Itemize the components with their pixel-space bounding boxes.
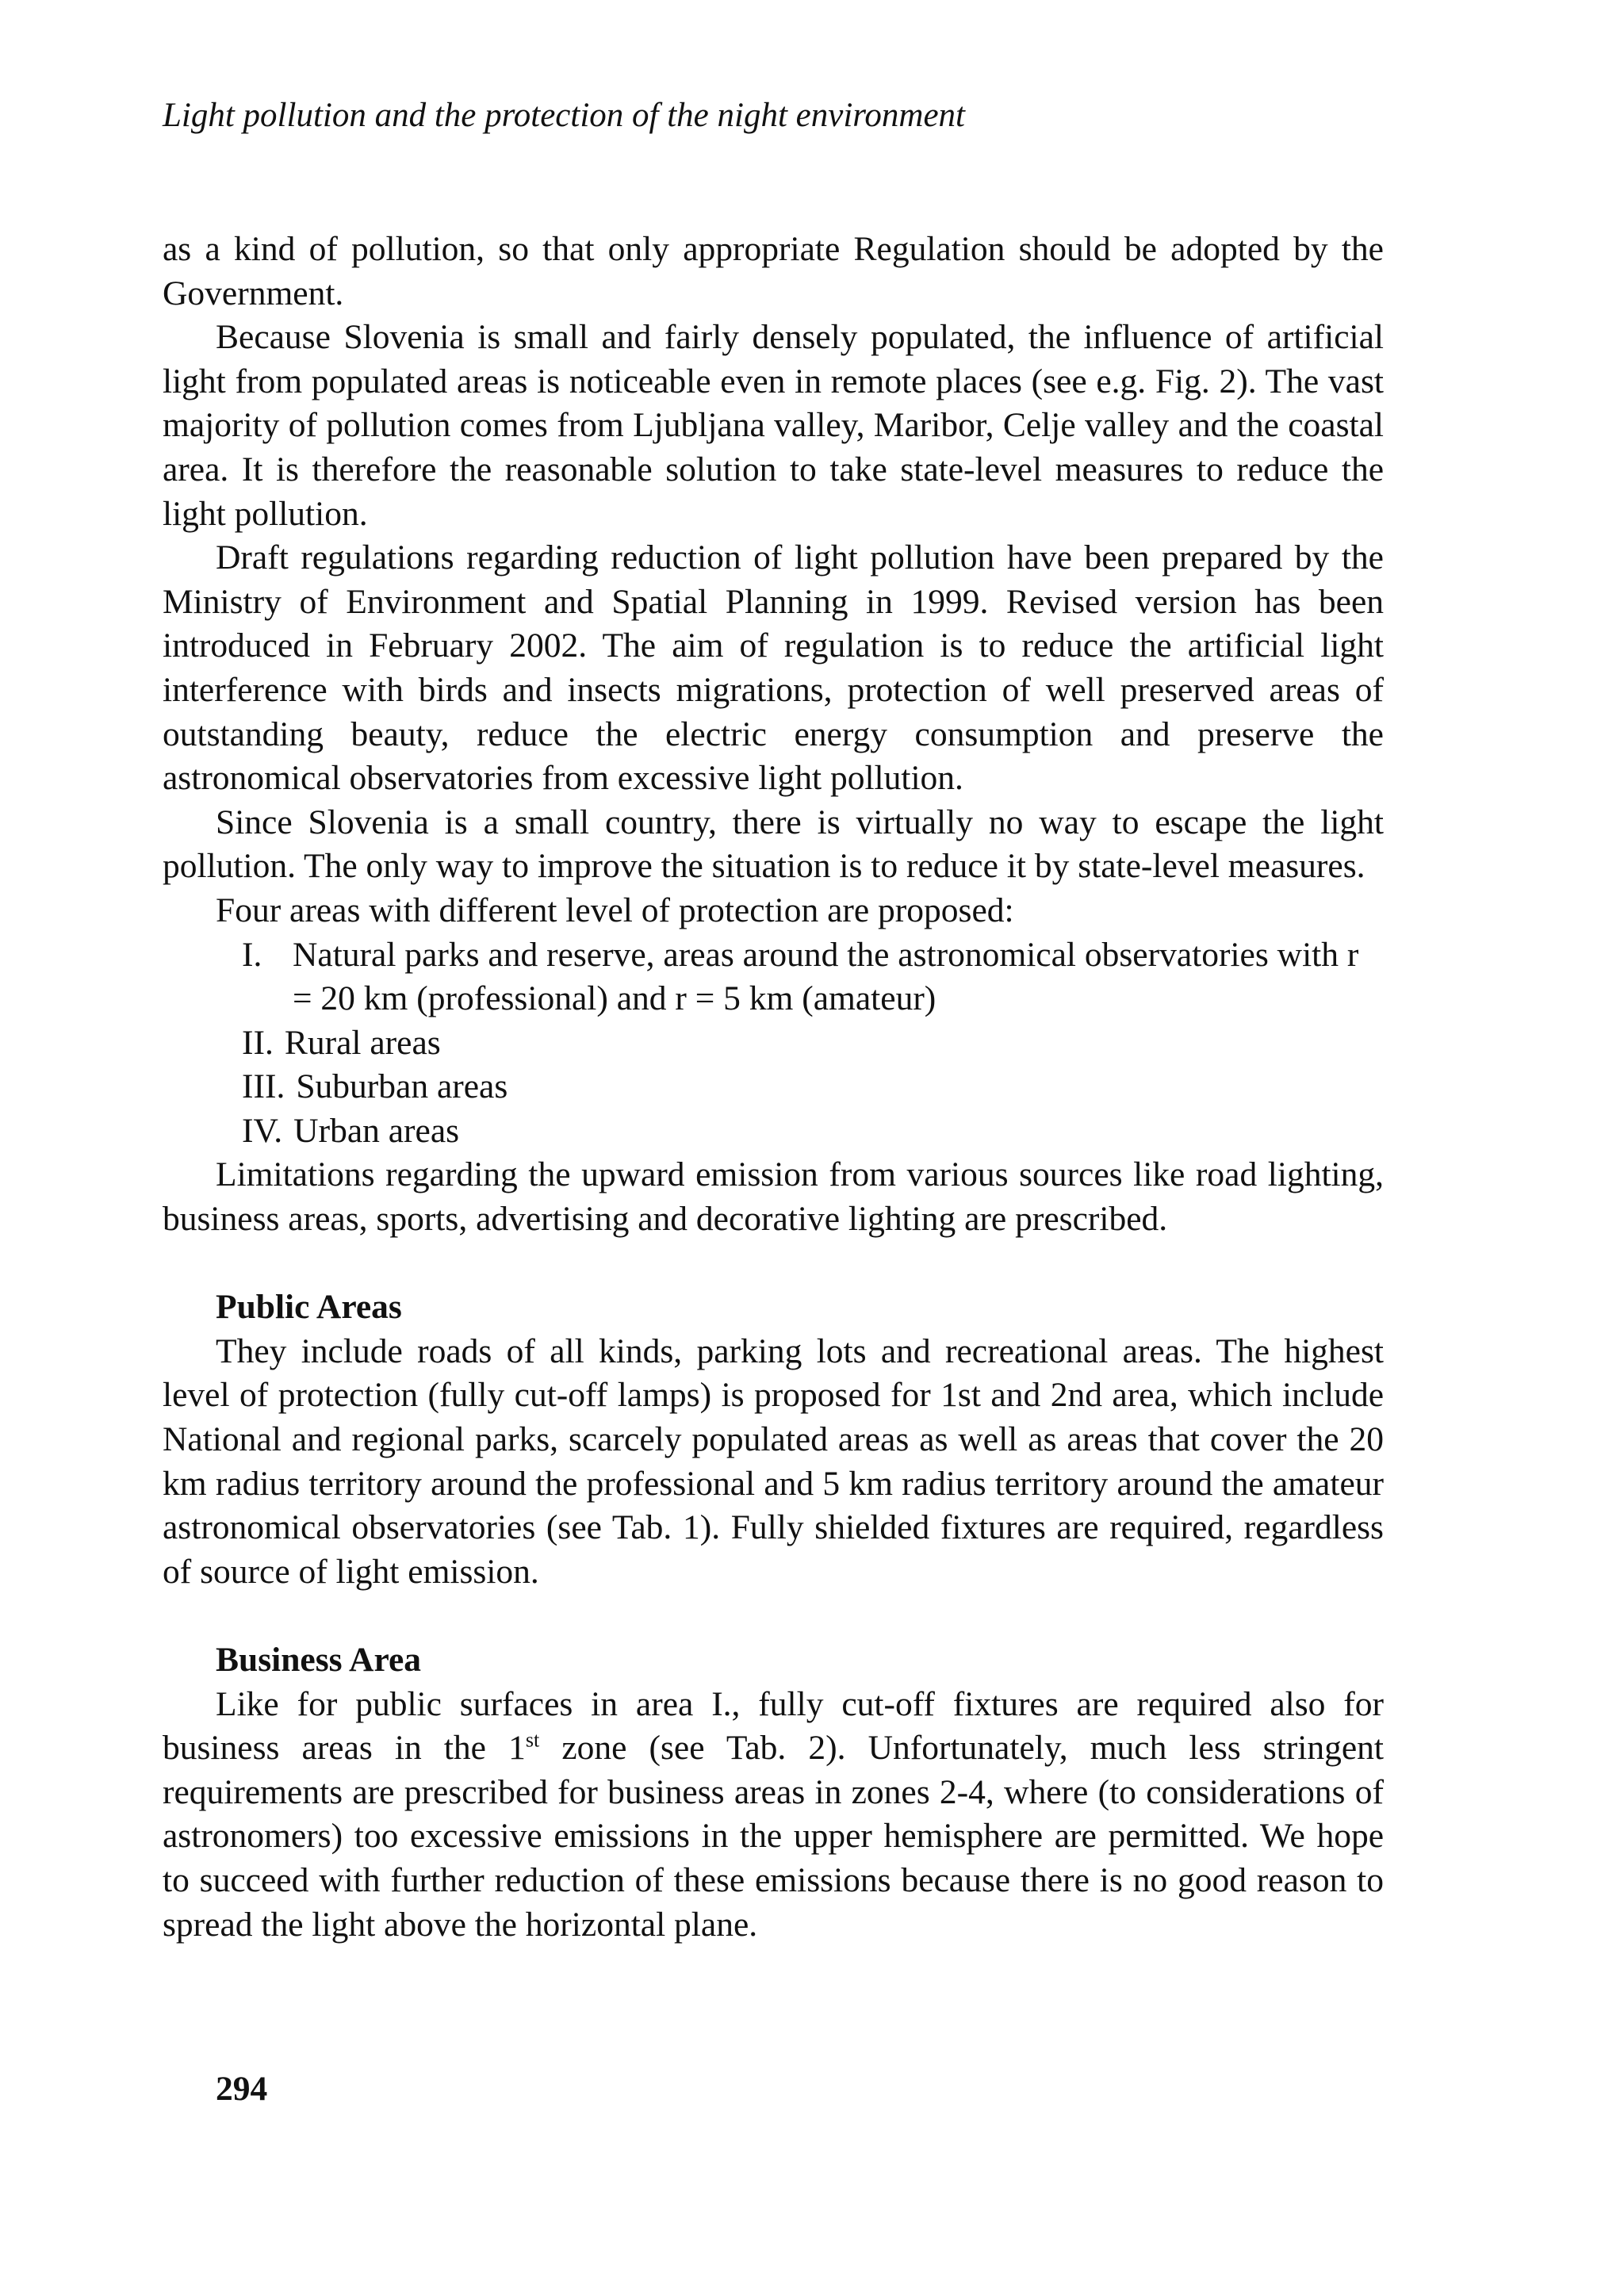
list-item-text: Suburban areas <box>296 1067 508 1106</box>
paragraph-small-country: Since Slovenia is a small country, there is virtually no way to escape the light pollution. The only way to improve the situation is to reduce it by state-level measures. <box>163 803 1384 886</box>
ordinal-superscript: st <box>525 1728 540 1752</box>
list-item-text: Natural parks and reserve, areas around the astronomical observatories with r = 20 km (professional) and r = 5 km (amateur) <box>293 935 1359 1018</box>
section-heading-public-areas: Public Areas <box>216 1288 402 1327</box>
list-item-marker: III. <box>242 1067 285 1106</box>
list-item-marker: II. <box>242 1023 274 1062</box>
business-text-end: zone (see Tab. 2). Unfortunately, much less stringent requirements are prescribed for business areas in zones 2-4, where (to considerations of astronomers) too excessive emissions in the upper hemisphere are permitted. We hope to succeed with further reduction of these emissions because there is no good reason to spread the light above the horizontal plane. <box>163 1729 1384 1944</box>
paragraph-four-areas: Four areas with different level of protection are proposed: <box>216 891 1014 929</box>
list-item-text: Rural areas <box>284 1023 441 1062</box>
section-heading-business-area: Business Area <box>216 1641 422 1679</box>
list-item <box>163 933 1384 1021</box>
paragraph-business-area <box>163 1683 1384 1948</box>
paragraph-limitations: Limitations regarding the upward emission from various sources like road lighting, business areas, sports, advertising and decorative lighting are prescribed. <box>163 1155 1384 1239</box>
business-text-start: Like for public surfaces in area I., fully cut-off fixtures are required also for business areas in the 1 <box>163 1684 1384 1768</box>
list-item-text: Urban areas <box>293 1111 460 1150</box>
paragraph-public-areas: They include roads of all kinds, parking lots and recreational areas. The highest level of protection (fully cut-off lamps) is proposed for 1st and 2nd area, which include National and regional parks, scarcely populated areas as well as areas that cover the 20 km radius territory around the professional and 5 km radius territory around the amateur astronomical observatories (see Tab. 1). Fully shielded fixtures are required, regardless of source of light emission. <box>163 1331 1384 1591</box>
paragraph-slovenia-density: Because Slovenia is small and fairly densely populated, the influence of artificial light from populated areas is noticeable even in remote places (see e.g. Fig. 2). The vast majority of pollution comes from Ljubljana valley, Maribor, Celje valley and the coastal area. It is therefore the reasonable solution to take state-level measures to reduce the light pollution. <box>163 318 1384 533</box>
list-item-marker: I. <box>242 935 262 974</box>
body-text <box>163 228 1384 1947</box>
list-item <box>163 1065 1384 1109</box>
paragraph-draft-regulations: Draft regulations regarding reduction of light pollution have been prepared by the Ministry of Environment and Spatial Planning in 1999. Revised version has been introduced in February 2002. The aim of regulation is to reduce the artificial light interference with birds and insects migrations, protection of well preserved areas of outstanding beauty, reduce the electric energy consumption and preserve the astronomical observatories from excessive light pollution. <box>163 538 1384 798</box>
section-spacer <box>163 1242 1384 1286</box>
list-item-marker: IV. <box>242 1111 283 1150</box>
protection-areas-list <box>163 933 1384 1154</box>
paragraph-continuation: as a kind of pollution, so that only appropriate Regulation should be adopted by the Government. <box>163 230 1384 312</box>
section-spacer <box>163 1594 1384 1638</box>
page-number: 294 <box>216 2070 268 2108</box>
list-item <box>163 1021 1384 1066</box>
list-item <box>163 1109 1384 1154</box>
running-header: Light pollution and the protection of the night environment <box>163 97 965 134</box>
